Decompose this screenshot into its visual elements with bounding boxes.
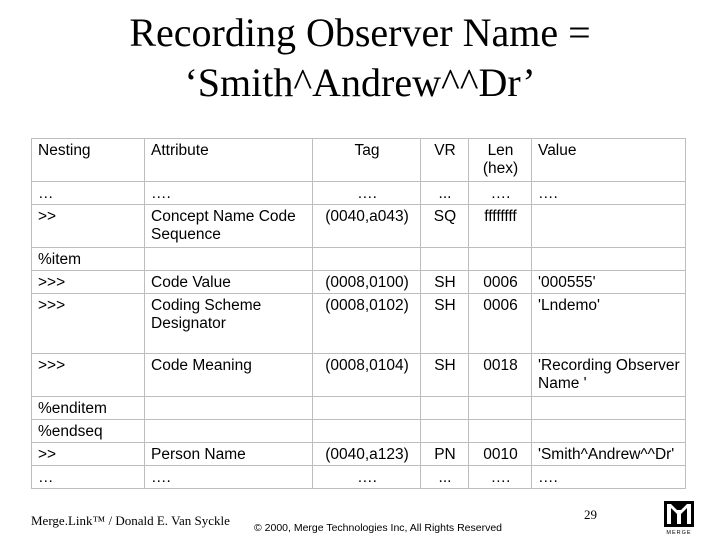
table-row xyxy=(32,354,686,397)
table-row xyxy=(32,443,686,466)
cell-vr: ... xyxy=(421,182,469,205)
cell-len: 0006 xyxy=(469,271,532,294)
cell-tag xyxy=(313,420,421,443)
cell-value: …. xyxy=(532,466,686,489)
header-vr: VR xyxy=(421,139,469,182)
cell-attribute: …. xyxy=(145,466,313,489)
table-row xyxy=(32,271,686,294)
cell-attribute xyxy=(145,420,313,443)
cell-tag xyxy=(313,248,421,271)
cell-nesting: … xyxy=(32,182,145,205)
cell-nesting: %enditem xyxy=(32,397,145,420)
cell-tag: …. xyxy=(313,182,421,205)
table-row xyxy=(32,182,686,205)
cell-vr xyxy=(421,248,469,271)
cell-len: 0018 xyxy=(469,354,532,397)
page-number: 29 xyxy=(584,507,597,522)
cell-vr: ... xyxy=(421,466,469,489)
cell-vr xyxy=(421,397,469,420)
cell-value-line1: 'Recording Observer xyxy=(538,357,680,374)
cell-tag: (0008,0104) xyxy=(313,354,421,397)
cell-nesting: >> xyxy=(32,205,145,248)
cell-vr: SQ xyxy=(421,205,469,248)
cell-nesting: >>> xyxy=(32,354,145,397)
table-row xyxy=(32,466,686,489)
table-row xyxy=(32,205,686,248)
table-row xyxy=(32,420,686,443)
cell-len xyxy=(469,397,532,420)
cell-value xyxy=(532,248,686,271)
cell-len: …. xyxy=(469,182,532,205)
table-row xyxy=(32,397,686,420)
cell-attribute: Code Meaning xyxy=(145,354,313,397)
footer-copyright: © 2000, Merge Technologies Inc, All Rights Reserved xyxy=(254,522,503,534)
cell-value: …. xyxy=(532,182,686,205)
cell-attribute-line2: Sequence xyxy=(151,226,221,243)
cell-value: '000555' xyxy=(532,271,686,294)
cell-attribute-line1: Concept Name Code xyxy=(151,208,296,225)
cell-len: 0010 xyxy=(469,443,532,466)
cell-len: ffffffff xyxy=(469,205,532,248)
header-attribute: Attribute xyxy=(145,139,313,182)
table-row xyxy=(32,248,686,271)
dicom-attribute-table xyxy=(31,138,686,489)
cell-tag: …. xyxy=(313,466,421,489)
header-len xyxy=(469,139,532,182)
cell-tag: (0008,0100) xyxy=(313,271,421,294)
title-line-1: Recording Observer Name = xyxy=(129,10,591,55)
cell-value-line2: Name ' xyxy=(538,375,587,392)
cell-attribute-line1: Coding Scheme xyxy=(151,297,262,314)
table-header-row xyxy=(32,139,686,182)
cell-tag: (0040,a123) xyxy=(313,443,421,466)
cell-value xyxy=(532,354,686,397)
cell-len: 0006 xyxy=(469,294,532,354)
cell-value: 'Smith^Andrew^^Dr' xyxy=(532,443,686,466)
header-len-line1: Len xyxy=(487,142,514,159)
header-value: Value xyxy=(532,139,686,182)
cell-vr: SH xyxy=(421,294,469,354)
cell-attribute xyxy=(145,205,313,248)
cell-attribute xyxy=(145,397,313,420)
cell-attribute: Code Value xyxy=(145,271,313,294)
cell-value: 'Lndemo' xyxy=(532,294,686,354)
logo-text: MERGE xyxy=(666,530,692,536)
merge-logo-icon xyxy=(663,500,695,536)
cell-value xyxy=(532,420,686,443)
merge-m-logo-icon xyxy=(663,500,695,536)
footer-author: Merge.Link™ / Donald E. Van Syckle xyxy=(31,513,230,528)
cell-attribute: …. xyxy=(145,182,313,205)
header-len-line2: (hex) xyxy=(482,160,519,177)
cell-nesting: … xyxy=(32,466,145,489)
cell-len: …. xyxy=(469,466,532,489)
cell-attribute-line2: Designator xyxy=(151,315,226,332)
cell-value xyxy=(532,397,686,420)
cell-vr xyxy=(421,420,469,443)
cell-attribute: Person Name xyxy=(145,443,313,466)
cell-nesting: %endseq xyxy=(32,420,145,443)
cell-nesting: >> xyxy=(32,443,145,466)
cell-attribute xyxy=(145,294,313,354)
cell-value xyxy=(532,205,686,248)
cell-len xyxy=(469,420,532,443)
cell-vr: SH xyxy=(421,271,469,294)
cell-vr: SH xyxy=(421,354,469,397)
cell-tag: (0008,0102) xyxy=(313,294,421,354)
title-line-2: ‘Smith^Andrew^^Dr’ xyxy=(184,60,536,105)
header-tag: Tag xyxy=(313,139,421,182)
cell-nesting: >>> xyxy=(32,271,145,294)
slide-title xyxy=(0,8,720,108)
cell-len xyxy=(469,248,532,271)
cell-nesting: >>> xyxy=(32,294,145,354)
cell-attribute xyxy=(145,248,313,271)
cell-tag: (0040,a043) xyxy=(313,205,421,248)
cell-vr: PN xyxy=(421,443,469,466)
cell-tag xyxy=(313,397,421,420)
table-row xyxy=(32,294,686,354)
cell-nesting: %item xyxy=(32,248,145,271)
header-nesting: Nesting xyxy=(32,139,145,182)
